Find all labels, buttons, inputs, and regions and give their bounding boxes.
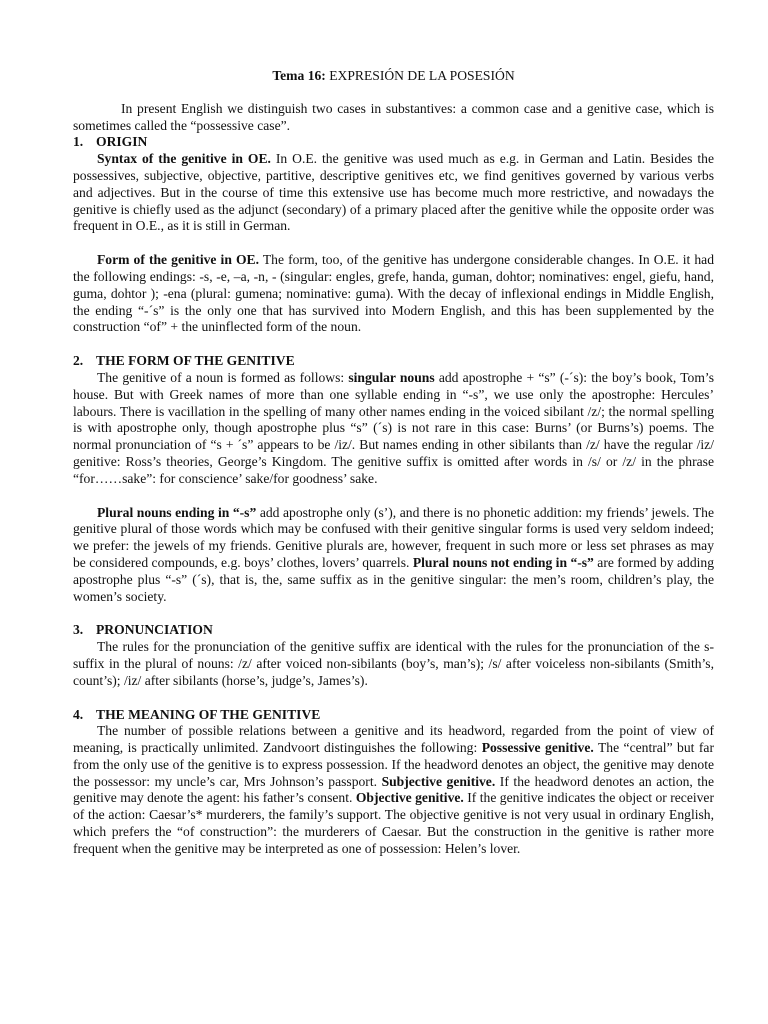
page-title xyxy=(73,68,714,85)
paragraph-form-oe xyxy=(73,252,714,336)
section-title: PRONUNCIATION xyxy=(96,622,213,638)
paragraph-text: The genitive of a noun is formed as follows: xyxy=(97,369,349,385)
section-number: 3. xyxy=(73,622,84,638)
section-heading-form xyxy=(73,353,714,370)
paragraph-pronunciation: The rules for the pronunciation of the genitive suffix are identical with the rules for the pronunciation of the s-suffix in the plural of nouns: /z/ after voiced non-sibilants (boy’s, man’s); /s/ after voiceless non-sibilants (Smith’s, count’s); /iz/ after sibilants (horse’s, judge’s, James’s). xyxy=(73,639,714,688)
bold-lead: Form of the genitive in OE. xyxy=(97,252,260,268)
section-number: 4. xyxy=(73,706,84,722)
bold-term: Possessive genitive. xyxy=(481,740,594,756)
paragraph-text: The form, too, of the genitive has undergone considerable changes. In O.E. it had the following endings: -s, -e, –a, -n, - (singular: engles, grefe, handa, guman, dohtor; nominatives: engel, giefu, hand, guma, dohtor ); -ena (plural: gumena; nominative: guma). With the decay of inflexional endings in Middle English, the ending “-´s” is the only one that has survived into Modern English, and this has been supplemented by the construction “of” + the uninflected form of the noun. xyxy=(73,252,715,335)
bold-term: Objective genitive. xyxy=(355,790,464,806)
bold-term: Plural nouns not ending in “-s” xyxy=(412,554,594,570)
paragraph-meaning xyxy=(73,723,714,857)
section-heading-pronunciation xyxy=(73,622,714,639)
paragraph-text: add apostrophe + “s” (-´s): the boy’s book, Tom’s house. But with Greek names of more than one syllable ending in “-s”, we use only the apostrophe: Hercules’ labours. There is vacillation in the spelling of many other names ending in the voiced sibilant /z/; the normal spelling is with apostrophe only, though apostrophe plus “s” (´s) is not rare in this case: Burns’ (or Burns’s) poems. The normal pronunciation of “s + ´s” appears to be /iz/. But names ending in other sibilants than /z/ have the regular /iz/ genitive: Ross’s theories, George’s Kingdom. The genitive suffix is omitted after words in /s/ or /z/ in the phrase “for……sake”: for conscience’ sake/for goodness’ sake. xyxy=(73,369,714,486)
bold-term: Plural nouns ending in “-s” xyxy=(97,504,257,520)
section-title: ORIGIN xyxy=(96,134,148,150)
paragraph-plural-nouns xyxy=(73,505,714,606)
paragraph-text: In O.E. the genitive was used much as e.g. in German and Latin. Besides the possessives, subjective, objective, partitive, descriptive genitives etc, we find genitives governed by various verbs and adjectives. But in the course of time this extensive use has become much more restrictive, and nowadays the genitive is chiefly used as the adjunct (secondary) of a primary placed after the genitive while the opposite order was frequent in O.E., as it is still in German. xyxy=(73,151,714,234)
bold-lead: Syntax of the genitive in OE. xyxy=(97,151,271,167)
paragraph-text: If the headword denotes an action, the genitive may denote the agent: his father’s consent. xyxy=(73,773,714,806)
section-number: 2. xyxy=(73,353,84,369)
paragraph-text: are formed by adding apostrophe plus “-s” (´s), that is, the, same suffix as in the genitive singular: the men’s room, children’s play, the women’s society. xyxy=(73,554,714,604)
title-prefix: Tema 16: xyxy=(272,68,326,83)
section-heading-meaning xyxy=(73,707,714,724)
bold-term: Subjective genitive. xyxy=(381,773,496,789)
section-heading-origin xyxy=(73,134,714,151)
bold-term: singular nouns xyxy=(348,369,435,385)
section-title: THE MEANING OF THE GENITIVE xyxy=(96,706,321,722)
section-title: THE FORM OF THE GENITIVE xyxy=(96,353,295,369)
paragraph-singular-nouns xyxy=(73,370,714,488)
paragraph-text: The “central” but far from the only use of the genitive is to express possession. If the headword denotes an object, the genitive may denote the possessor: my uncle’s car, Mrs Johnson’s passport. xyxy=(73,740,714,789)
intro-paragraph: In present English we distinguish two cases in substantives: a common case and a genitive case, which is sometimes called the “possessive case”. xyxy=(73,100,714,133)
paragraph-text: The number of possible relations between a genitive and its headword, regarded from the point of view of meaning, is practically unlimited. Zandvoort distinguishes the following: xyxy=(73,723,714,756)
section-number: 1. xyxy=(73,134,84,150)
paragraph-text: add apostrophe only (s’), and there is no phonetic addition: my friends’ jewels. The genitive plural of those words which may be confused with their genitive singular forms is used very seldom indeed; we prefer: the jewels of my friends. Genitive plurals are, however, frequent in such more or less set phrases as may be considered compounds, e.g. boys’ clothes, lovers’ quarrels. xyxy=(73,504,714,570)
paragraph-syntax-oe xyxy=(73,151,714,235)
title-main: EXPRESIÓN DE LA POSESIÓN xyxy=(325,68,515,83)
paragraph-text: If the genitive indicates the object or receiver of the action: Caesar’s* murderers, the family’s support. The objective genitive is not very usual in ordinary English, which prefers the “of construction”: the murderers of Caesar. But the construction in the genitive is rather more frequent when the genitive may be interpreted as one of possession: Helen’s lover. xyxy=(73,790,714,856)
